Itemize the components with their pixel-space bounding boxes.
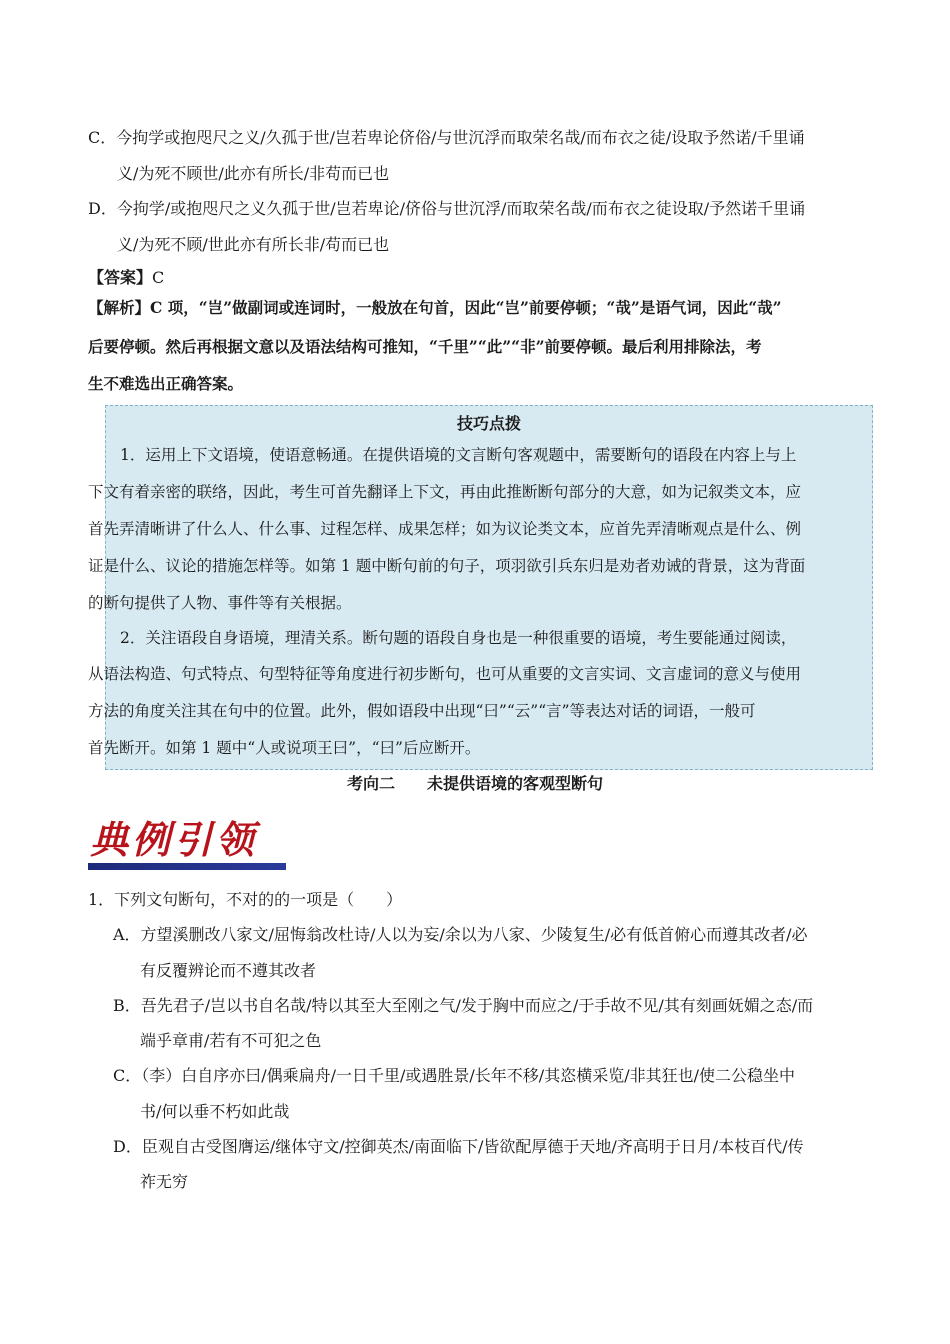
tips-p2-line-4: 首先断开。如第 1 题中“人或说项王曰”，“曰”后应断开。 <box>88 739 481 757</box>
tips-p2-line-2: 从语法构造、句式特点、句型特征等角度进行初步断句，也可从重要的文言实词、文言虚词的意义与使用 <box>88 665 802 683</box>
banner-underline <box>88 863 286 870</box>
tips-p1-line-1: 1．运用上下文语境，使语意畅通。在提供语境的文言断句客观题中，需要断句的语段在内容上与上 <box>120 446 797 464</box>
analysis-line-1 <box>88 298 782 318</box>
question-stem: 1．下列文句断句，不对的的一项是（ ） <box>88 890 403 909</box>
analysis-line-2: 后要停顿。然后再根据文意以及语法结构可推知，“千里”“此”“非”前要停顿。最后利用排除法，考 <box>88 337 762 356</box>
question-option-d-line-1: D．臣观自古受图膺运/继体守文/控御英杰/南面临下/皆欲配厚德于天地/齐高明于日月/本枝百代/传 <box>113 1137 804 1156</box>
option-d-line-2: 义/为死不顾/世此亦有所长非/苟而已也 <box>117 235 390 254</box>
answer-label: 【答案】 <box>88 268 153 287</box>
tips-p1-line-2: 下文有着亲密的联络，因此，考生可首先翻译上下文，再由此推断断句部分的大意，如为记叙类文本，应 <box>88 483 802 501</box>
question-option-b-line-2: 端乎章甫/若有不可犯之色 <box>140 1031 322 1050</box>
example-banner <box>88 818 286 870</box>
option-d-line-1: D．今拘学/或抱咫尺之义久孤于世/岂若卑论/侪俗与世沉浮/而取荣名哉/而布衣之徒设取/予然诺千里诵 <box>88 199 806 218</box>
analysis-text-1: C 项，“岂”做副词或连词时，一般放在句首，因此“岂”前要停顿；“哉”是语气词，因此“哉” <box>150 298 782 317</box>
question-option-a-line-2: 有反覆辨论而不遵其改者 <box>140 961 317 980</box>
option-c-line-1: C．今拘学或抱咫尺之义/久孤于世/岂若卑论侪俗/与世沉浮而取荣名哉/而布衣之徒/设取予然诺/千里诵 <box>88 128 805 147</box>
banner-text: 典例引领 <box>90 817 259 862</box>
question-option-c-line-2: 书/何以垂不朽如此哉 <box>140 1102 290 1121</box>
section-title: 考向二 未提供语境的客观型断句 <box>346 774 603 793</box>
question-option-c-line-1: C．（李）白自序亦曰/偶乘扁舟/一日千里/或遇胜景/长年不移/其恣横采览/非其狂也/使二公稳坐中 <box>113 1066 795 1085</box>
tips-p1-line-4: 证是什么、议论的措施怎样等。如第 1 题中断句前的句子，项羽欲引兵东归是劝者劝诫的背景，这为背面 <box>88 557 806 575</box>
tips-p1-line-5: 的断句提供了人物、事件等有关根据。 <box>88 594 352 612</box>
tips-p2-line-3: 方法的角度关注其在句中的位置。此外，假如语段中出现“曰”“云”“言”等表达对话的词语，一般可 <box>88 702 756 720</box>
question-option-a-line-1: A．方望溪删改八家文/屈悔翁改杜诗/人以为妄/余以为八家、少陵复生/必有低首俯心而遵其改者/必 <box>113 925 808 944</box>
question-option-b-line-1: B．吾先君子/岂以书自名哉/特以其至大至刚之气/发于胸中而应之/于手故不见/其有刻画妩媚之态/而 <box>113 996 814 1015</box>
tips-title: 技巧点拨 <box>456 414 521 433</box>
analysis-label: 【解析】 <box>88 298 151 317</box>
analysis-line-3: 生不难选出正确答案。 <box>88 374 244 393</box>
tips-p2-line-1: 2．关注语段自身语境，理清关系。断句题的语段自身也是一种很重要的语境，考生要能通过阅读， <box>120 629 797 647</box>
option-c-line-2: 义/为死不顾世/此亦有所长/非苟而已也 <box>117 164 390 183</box>
question-option-d-line-2: 祚无穷 <box>140 1172 189 1191</box>
tips-p1-line-3: 首先弄清晰讲了什么人、什么事、过程怎样、成果怎样；如为议论类文本，应首先弄清晰观点是什么、例 <box>88 520 802 538</box>
answer-value: C <box>152 268 165 287</box>
answer <box>88 268 164 288</box>
